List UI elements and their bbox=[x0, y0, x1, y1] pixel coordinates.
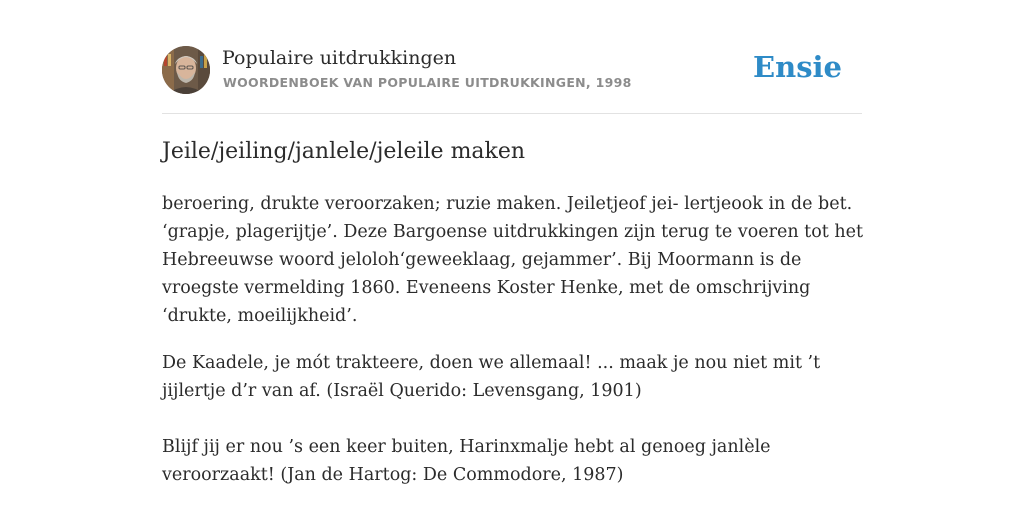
entry-content bbox=[162, 190, 872, 508]
avatar-image bbox=[162, 46, 210, 94]
source-title[interactable]: Populaire uitdrukkingen bbox=[222, 47, 457, 69]
entry-quote-2: Blijf jij er nou ’s een keer buiten, Harinxmalje hebt al genoeg janlèle veroorzaakt! (Jan de Hartog: De Commodore, 1987) bbox=[162, 437, 771, 485]
entry-headword: Jeile/jeiling/janlele/jeleile maken bbox=[162, 139, 526, 164]
ensie-logo[interactable]: Ensie bbox=[753, 50, 842, 84]
source-subtitle: WOORDENBOEK VAN POPULAIRE UITDRUKKINGEN, 1998 bbox=[223, 75, 632, 90]
source-header bbox=[162, 46, 862, 96]
entry-quote-1: De Kaadele, je mót trakteere, doen we allemaal! ... maak je nou niet mit ’t jijlertje d’r van af. (Israël Querido: Levensgang, 1901) bbox=[162, 353, 821, 401]
entry-definition: beroering, drukte veroorzaken; ruzie maken. Jeiletjeof jei- lertjeook in de bet. ‘grapje, plagerijtje’. Deze Bargoense uitdrukkingen zijn terug te voeren tot het Hebreeuwse woord jeloloh‘geweeklaag, gejammer’. Bij Moormann is de vroegste vermelding 1860. Eveneens Koster Henke, met de omschrijving ‘drukte, moeilijkheid’. bbox=[162, 194, 863, 326]
author-avatar[interactable] bbox=[162, 46, 210, 94]
header-divider bbox=[162, 113, 862, 114]
